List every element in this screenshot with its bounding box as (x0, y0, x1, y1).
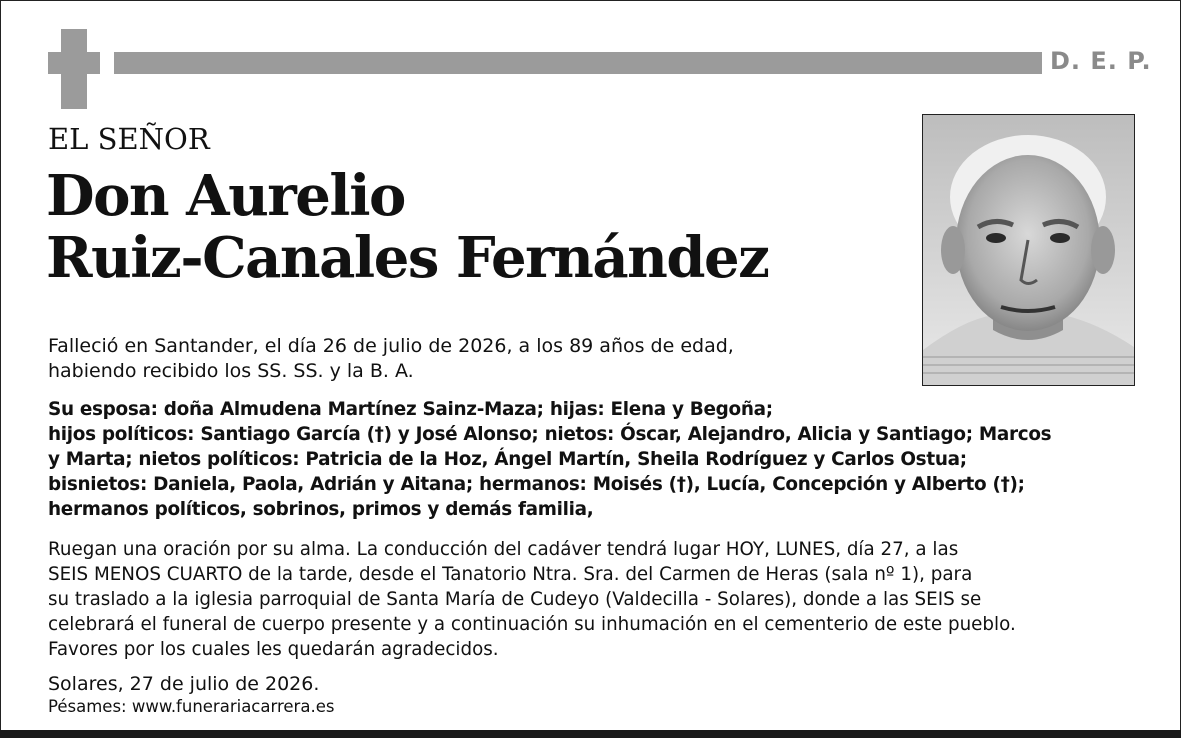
family-list (48, 397, 1051, 522)
text-line: celebrará el funeral de cuerpo presente y a continuación su inhumación en el cementerio de este pueblo. (48, 614, 1016, 635)
text-line: Su esposa: doña Almudena Martínez Sainz-Maza; hijas: Elena y Begoña; (48, 399, 773, 420)
text-line: Ruegan una oración por su alma. La conducción del cadáver tendrá lugar HOY, LUNES, día 27, a las (48, 539, 959, 560)
condolences-link[interactable]: Pésames: www.funerariacarrera.es (48, 697, 335, 716)
text-line: hermanos políticos, sobrinos, primos y demás familia, (48, 499, 594, 520)
service-details (48, 537, 1016, 662)
name-line-2: Ruiz-Canales Fernández (46, 225, 769, 291)
latin-cross-icon-arm (48, 52, 100, 74)
text-line: bisnietos: Daniela, Paola, Adrián y Aitana; hermanos: Moisés (†), Lucía, Concepción y Alberto (†); (48, 474, 1025, 495)
honorific: EL SEÑOR (48, 122, 210, 156)
text-line: habiendo recibido los SS. SS. y la B. A. (48, 360, 414, 382)
text-line: SEIS MENOS CUARTO de la tarde, desde el Tanatorio Ntra. Sra. del Carmen de Heras (sala nº 1), para (48, 564, 973, 585)
text-line: su traslado a la iglesia parroquial de Santa María de Cudeyo (Valdecilla - Solares), donde a las SEIS se (48, 589, 982, 610)
death-notice (48, 334, 734, 384)
place-date: Solares, 27 de julio de 2026. (48, 673, 320, 695)
header-rule (114, 52, 1042, 74)
text-line: Favores por los cuales les quedarán agradecidos. (48, 639, 499, 660)
portrait-photo (922, 114, 1135, 386)
bottom-rule (0, 730, 1181, 738)
name-line-1: Don Aurelio (46, 163, 405, 229)
text-line: Falleció en Santander, el día 26 de julio de 2026, a los 89 años de edad, (48, 335, 734, 357)
text-line: hijos políticos: Santiago García (†) y José Alonso; nietos: Óscar, Alejandro, Alicia y Santiago; Marcos (48, 424, 1052, 445)
deceased-name (46, 165, 768, 289)
text-line: y Marta; nietos políticos: Patricia de la Hoz, Ángel Martín, Sheila Rodríguez y Carlos Ostua; (48, 449, 967, 470)
dep-label: D. E. P. (1050, 47, 1152, 75)
